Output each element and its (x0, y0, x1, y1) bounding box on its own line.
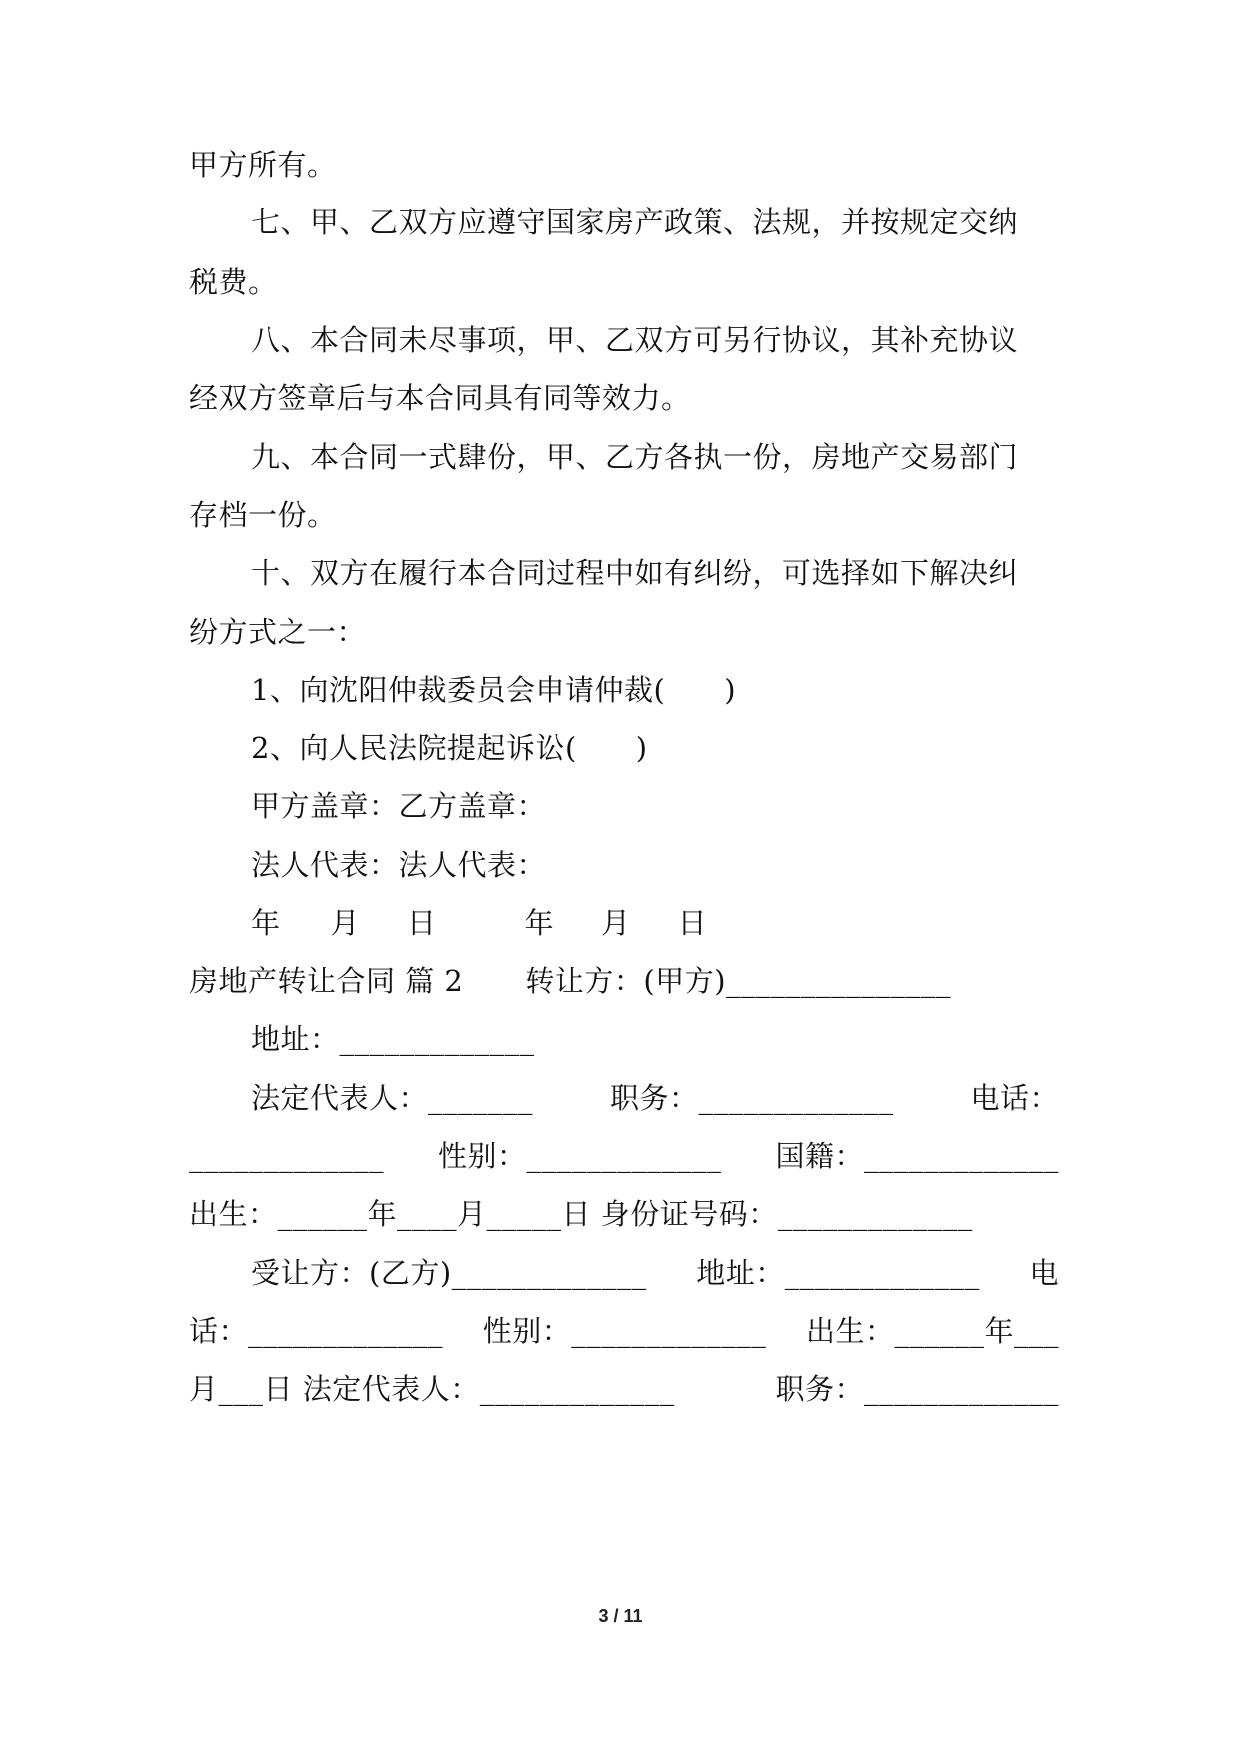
phone-blank: _____________ (189, 1139, 384, 1173)
date-month: 月 (601, 906, 631, 940)
transferee-rep-row (189, 1369, 1059, 1409)
position-field: 职务：_____________ (775, 1372, 1059, 1406)
nationality-field: 国籍：_____________ (775, 1139, 1059, 1173)
representative-line: 法人代表：法人代表： (251, 848, 547, 882)
text-line: 甲方所有。 (189, 148, 337, 182)
phone-label: 电 (1029, 1256, 1059, 1290)
birth-id-line: 出生：______年____月_____日 身份证号码：_____________ (189, 1197, 973, 1231)
text-line: 经双方签章后与本合同具有同等效力。 (189, 381, 691, 415)
address-line: 地址：_____________ (251, 1022, 535, 1056)
text-line: 税费。 (189, 265, 278, 299)
signature-line: 甲方盖章：乙方盖章： (251, 789, 547, 823)
text-line: 存档一份。 (189, 498, 337, 532)
transferor-field: 转让方：(甲方)_______________ (525, 964, 952, 998)
text-line: 七、甲、乙双方应遵守国家房产政策、法规，并按规定交纳 (251, 205, 1019, 239)
transferee-row (251, 1253, 1059, 1293)
info-row (189, 1136, 1059, 1176)
date-line (251, 903, 1121, 943)
text-line: 九、本合同一式肆份，甲、乙方各执一份，房地产交易部门 (251, 440, 1019, 474)
legal-rep-field: 法定代表人：_______ (251, 1081, 534, 1115)
gender-field: 性别：_____________ (482, 1314, 767, 1348)
birth-field: 出生：______年___ (805, 1314, 1059, 1348)
contract2-heading-line (189, 961, 1059, 1001)
text-line: 八、本合同未尽事项，甲、乙双方可另行协议，其补充协议 (251, 323, 1019, 357)
transferee-field: 受让方：(乙方)_____________ (251, 1256, 647, 1290)
text-line: 纷方式之一： (189, 615, 367, 649)
text-line: 十、双方在履行本合同过程中如有纠纷，可选择如下解决纠 (251, 556, 1019, 590)
position-field: 职务：_____________ (609, 1081, 894, 1115)
date-day: 日 (677, 906, 708, 940)
date-year: 年 (251, 906, 281, 940)
phone-field: 话：_____________ (189, 1314, 444, 1348)
transferee-address-field: 地址：_____________ (696, 1256, 980, 1290)
legal-rep-field: 月___日 法定代表人：_____________ (189, 1372, 675, 1406)
contract2-heading: 房地产转让合同 篇 2 (189, 964, 464, 998)
date-month: 月 (330, 906, 361, 940)
text-line: 1、向沈阳仲裁委员会申请仲裁( ) (251, 673, 737, 707)
phone-label: 电话： (970, 1081, 1059, 1115)
gender-field: 性别：_____________ (437, 1139, 722, 1173)
date-day: 日 (407, 906, 437, 940)
page-number: 3 / 11 (598, 1606, 643, 1626)
transferee-info-row (189, 1311, 1059, 1351)
text-line: 2、向人民法院提起诉讼( ) (251, 731, 648, 765)
rep-row (251, 1078, 1059, 1118)
date-year: 年 (524, 906, 555, 940)
